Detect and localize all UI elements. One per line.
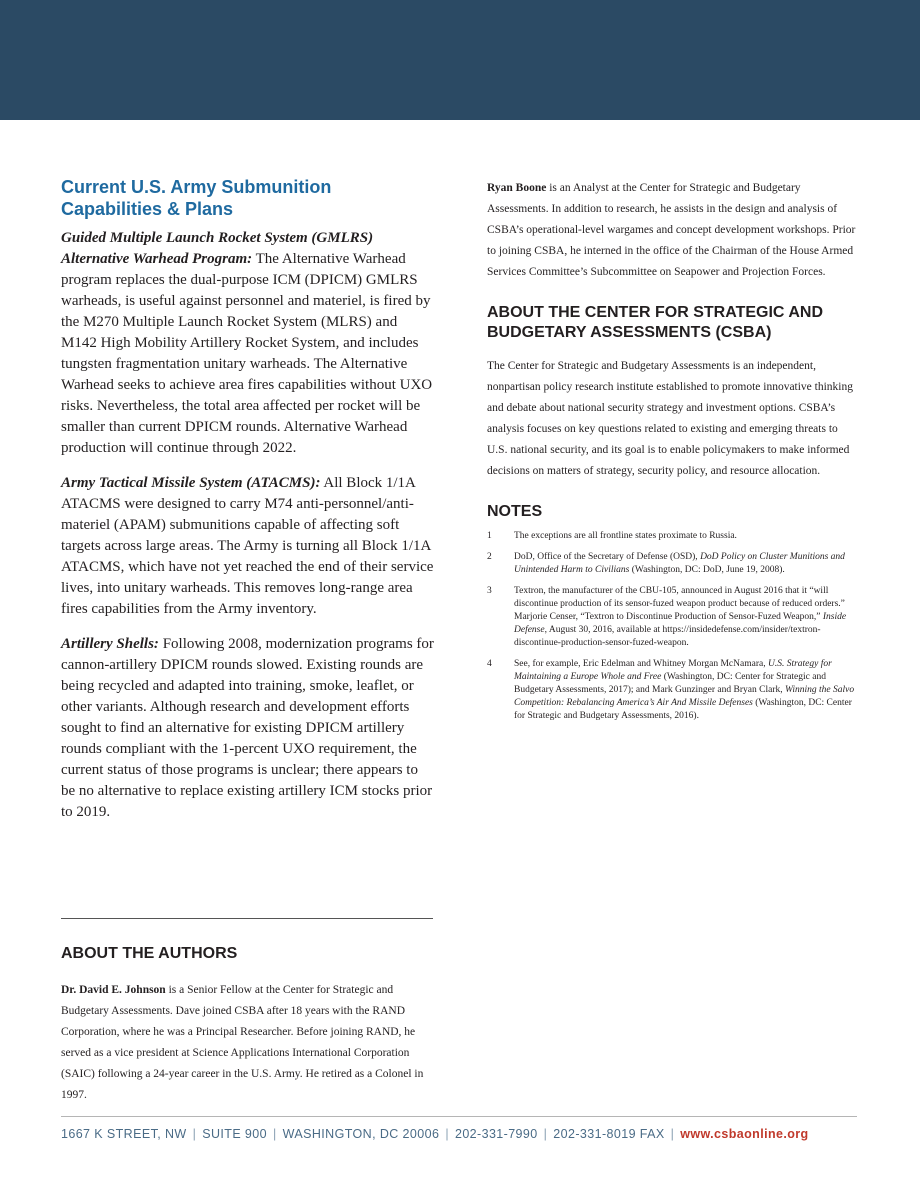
note-number: 4 <box>487 659 492 669</box>
note-number: 2 <box>487 552 492 562</box>
notes-heading: NOTES <box>487 503 543 520</box>
footer-address: 1667 K STREET, NW <box>61 1127 187 1141</box>
footer-suite: SUITE 900 <box>202 1127 267 1141</box>
note-title: Winning the Salvo Competition: Rebalancing America’s Air And Missile Defenses <box>514 685 855 708</box>
note-text: The exceptions are all frontline states proximate to Russia. <box>514 531 737 541</box>
paragraph-artillery <box>61 634 435 823</box>
paragraph-text: Following 2008, modernization programs for cannon-artillery DPICM rounds slowed. Existing rounds are being recycled and adapted into training, smoke, leaflet, or other variants. Although research and development efforts sought to find an alternative for existing DPICM artillery rounds compliant with the 1-percent UXO requirement, the current status of those programs is unclear; there appears to be no alternative to replace existing artillery ICM stocks prior to 2019. <box>61 636 434 820</box>
paragraph-gmlrs <box>61 228 435 459</box>
footer-website-link[interactable]: www.csbaonline.org <box>680 1127 809 1141</box>
note-text: (Washington, DC: DoD, June 19, 2008). <box>629 565 785 575</box>
bio-johnson <box>61 980 435 1106</box>
footer-separator: | <box>445 1127 449 1141</box>
authors-heading: ABOUT THE AUTHORS <box>61 945 238 962</box>
note-3 <box>487 585 857 650</box>
header-banner <box>0 0 920 120</box>
note-number: 1 <box>487 531 492 541</box>
note-2 <box>487 551 857 577</box>
paragraph-lead: Artillery Shells: <box>61 636 159 652</box>
section-title: Current U.S. Army Submunition Capabilities & Plans <box>61 177 332 219</box>
footer-fax: 202-331-8019 FAX <box>553 1127 665 1141</box>
note-text: (Washington, DC: Center for Strategic and Budgetary Assessments, 2017); and Mark Gunzinger and Bryan Clark, <box>514 672 826 695</box>
paragraph-lead: Guided Multiple Launch Rocket System (GMLRS) Alternative Warhead Program: <box>61 230 374 267</box>
note-text: (Washington, DC: Center for Strategic and Budgetary Assessments, 2016). <box>514 698 852 721</box>
note-text: See, for example, Eric Edelman and Whitney Morgan McNamara, <box>514 659 768 669</box>
note-title: DoD Policy on Cluster Munitions and Unintended Harm to Civilians <box>514 552 845 575</box>
note-number: 3 <box>487 586 492 596</box>
section-divider <box>61 918 433 919</box>
footer-separator: | <box>543 1127 548 1141</box>
footer <box>61 1127 861 1141</box>
paragraph-lead: Army Tactical Missile System (ATACMS): <box>61 475 321 491</box>
author-name: Ryan Boone <box>487 182 547 194</box>
right-column <box>487 178 857 731</box>
paragraph-text: All Block 1/1A ATACMS were designed to carry M74 anti-personnel/anti-materiel (APAM) submunitions capable of affecting soft targets across large areas. The Army is turning all Block 1/1A ATACMS, which have not yet reached the end of their service lives, into unitary warheads. This removes long-range area fires capabilities from the Army inventory. <box>61 475 434 617</box>
left-column <box>61 176 435 837</box>
about-csba-heading: ABOUT THE CENTER FOR STRATEGIC AND BUDGETARY ASSESSMENTS (CSBA) <box>487 304 823 341</box>
footer-city: WASHINGTON, DC 20006 <box>282 1127 440 1141</box>
about-csba-text: The Center for Strategic and Budgetary Assessments is an independent, nonpartisan policy research institute established to promote innovative thinking and debate about national security strategy and investment options. CSBA’s analysis focuses on key questions related to existing and emerging threats to U.S. national security, and its goal is to enable policymakers to make informed decisions on matters of strategy, security policy, and resource allocation. <box>487 360 854 477</box>
footer-divider <box>61 1116 857 1117</box>
paragraph-atacms <box>61 473 435 620</box>
author-name: Dr. David E. Johnson <box>61 984 166 996</box>
footer-separator: | <box>670 1127 675 1141</box>
note-title: Inside Defense <box>514 612 847 635</box>
note-text: Textron, the manufacturer of the CBU-105, announced in August 2016 that it “will discontinue production of its sensor-fuzed weapon product because of reduced orders.” Marjorie Censer, “Textron to Discontinue Production of Sensor-Fuzed Weapon,” <box>514 586 845 622</box>
bio-boone <box>487 178 857 283</box>
note-1 <box>487 530 857 543</box>
note-4 <box>487 658 857 723</box>
notes-list <box>487 530 857 723</box>
paragraph-text: The Alternative Warhead program replaces the dual-purpose ICM (DPICM) GMLRS warheads, is useful against personnel and materiel, is fired by the M270 Multiple Launch Rocket System (MLRS) and M142 High Mobility Artillery Rocket System, and includes tungsten fragmentation unitary warheads. The Alternative Warhead seeks to achieve area fires capabilities without UXO risks. Nevertheless, the total area affected per rocket will be smaller than current DPICM rounds. Alternative Warhead production will continue through 2022. <box>61 251 433 456</box>
bio-text: is a Senior Fellow at the Center for Strategic and Budgetary Assessments. Dave joined CSBA after 18 years with the RAND Corporation, where he was a Principal Researcher. Before joining RAND, he served as a vice president at Science Applications International Corporation (SAIC) following a 24-year career in the U.S. Army. He retired as a Colonel in 1997. <box>61 984 424 1101</box>
footer-separator: | <box>273 1127 277 1141</box>
bio-text: is an Analyst at the Center for Strategic and Budgetary Assessments. In addition to research, he assists in the design and analysis of CSBA’s operational-level wargames and concept development workshops. Prior to joining CSBA, he interned in the office of the Chairman of the House Armed Services Committee’s Subcommittee on Seapower and Projection Forces. <box>487 182 856 278</box>
footer-separator: | <box>192 1127 197 1141</box>
note-text: DoD, Office of the Secretary of Defense (OSD), <box>514 552 701 562</box>
footer-phone: 202-331-7990 <box>454 1127 538 1141</box>
note-text: , August 30, 2016, available at https://insidedefense.com/insider/textron-discontinue-production-sensor-fuzed-weapon. <box>514 625 821 648</box>
note-title: U.S. Strategy for Maintaining a Europe Whole and Free <box>514 659 832 682</box>
about-authors <box>61 944 435 1106</box>
